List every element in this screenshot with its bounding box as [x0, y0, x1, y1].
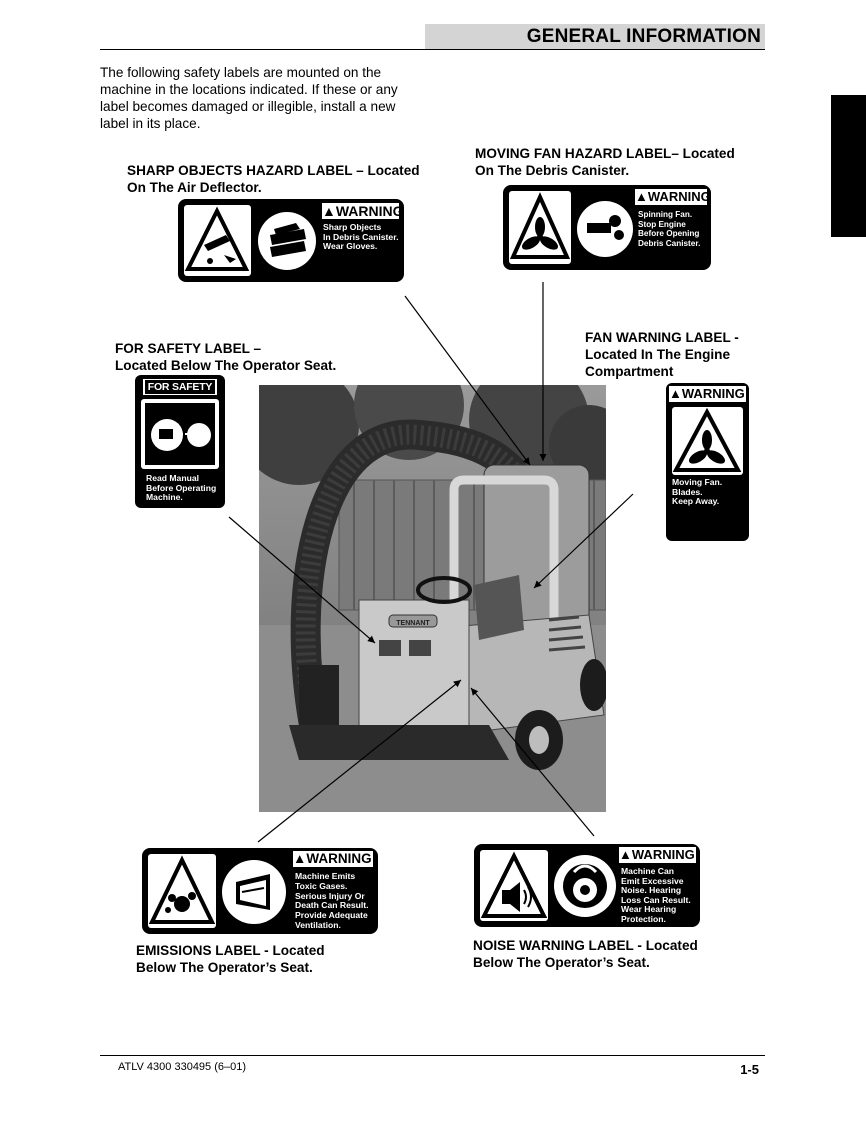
- message-line: Sharp Objects: [323, 222, 382, 232]
- read-manual-pictogram: [141, 399, 219, 469]
- for-safety-label: [135, 375, 225, 508]
- warning-triangle-icon: ▲: [322, 203, 336, 219]
- machine-brand-text: TENNANT: [396, 620, 430, 627]
- caption-line: On The Debris Canister.: [475, 163, 630, 178]
- message-line: Serious Injury Or: [295, 890, 365, 901]
- caption-line: MOVING FAN HAZARD LABEL– Located: [475, 146, 735, 161]
- message-line: Moving Fan.: [672, 477, 723, 487]
- read-manual-icon: [141, 399, 219, 469]
- moving-fan-label: [503, 185, 711, 270]
- warning-triangle-icon: ▲: [635, 189, 648, 204]
- warning-message: [621, 867, 691, 925]
- message-line: Machine Can: [621, 866, 675, 876]
- message-line: Loss Can Result.: [621, 894, 691, 905]
- for-safety-header: [143, 379, 217, 395]
- footer-rule: [100, 1055, 765, 1056]
- for-safety-message: [146, 474, 216, 503]
- loud-noise-icon: [480, 850, 548, 921]
- message-line: Blades.: [672, 486, 703, 497]
- message-line: Debris Canister.: [638, 238, 701, 248]
- message-line: Provide Adequate: [295, 910, 368, 921]
- noise-pictogram: [480, 850, 548, 921]
- warning-header: [293, 851, 373, 867]
- emissions-label: [142, 848, 378, 934]
- warning-word: WARNING: [681, 386, 745, 401]
- message-line: Death Can Result.: [295, 900, 369, 911]
- message-line: In Debris Canister.: [323, 231, 399, 242]
- warning-triangle-icon: ▲: [669, 386, 682, 401]
- fan-warning-label: [666, 383, 749, 541]
- intro-paragraph: The following safety labels are mounted on the machine in the locations indicated. If these or any label becomes damaged or illegible, install a new label in its place.: [100, 65, 398, 131]
- caption-line: Located In The Engine: [585, 347, 731, 362]
- ventilation-icon: [220, 854, 288, 928]
- warning-header: [619, 847, 696, 863]
- section-title: GENERAL INFORMATION: [526, 26, 761, 47]
- pointer-noise: [471, 688, 594, 836]
- message-line: Wear Hearing: [621, 904, 677, 915]
- for-safety-title: FOR SAFETY: [145, 380, 215, 394]
- page-number: 1-5: [740, 1062, 759, 1077]
- warning-word: WARNING: [647, 189, 711, 204]
- warning-triangle-icon: ▲: [293, 851, 307, 866]
- caption-line: EMISSIONS LABEL - Located: [136, 943, 325, 958]
- pointer-sharp-objects: [405, 296, 530, 465]
- message-line: Machine.: [146, 492, 183, 503]
- pointer-emissions: [258, 680, 461, 842]
- warning-word: WARNING: [306, 851, 372, 866]
- message-line: Protection.: [621, 913, 666, 924]
- warning-message: [323, 223, 398, 252]
- caption-line: Compartment: [585, 364, 674, 379]
- message-line: Noise. Hearing: [621, 885, 682, 896]
- fan-pictogram: [672, 407, 743, 475]
- sharp-objects-pictogram: [184, 205, 251, 276]
- stop-engine-icon: [575, 191, 635, 264]
- fan-hazard-icon: [509, 191, 571, 264]
- warning-header: [635, 189, 711, 205]
- warning-message: [638, 210, 700, 248]
- hazard-triangle-icon: [184, 205, 251, 276]
- message-line: Keep Away.: [672, 496, 720, 507]
- message-line: Before Opening: [638, 229, 700, 239]
- caption-line: NOISE WARNING LABEL - Located: [473, 938, 698, 953]
- message-line: Read Manual: [146, 473, 200, 483]
- message-line: Machine Emits: [295, 871, 356, 881]
- message-line: Wear Gloves.: [323, 241, 378, 252]
- caption-line: FOR SAFETY LABEL –: [115, 341, 262, 356]
- warning-message: [295, 872, 369, 931]
- caption-line: Below The Operator’s Seat.: [136, 960, 313, 975]
- caption-line: Located Below The Operator Seat.: [115, 358, 337, 373]
- message-line: Ventilation.: [295, 919, 341, 930]
- message-line: Stop Engine: [638, 219, 686, 229]
- message-line: Toxic Gases.: [295, 880, 348, 891]
- gloves-icon: [256, 205, 318, 276]
- warning-message: [672, 478, 722, 507]
- message-line: Emit Excessive: [621, 875, 684, 886]
- hearing-protection-icon: [552, 850, 618, 921]
- warning-word: WARNING: [631, 847, 695, 862]
- toxic-gas-icon: [148, 854, 216, 928]
- message-line: Before Operating: [146, 482, 217, 493]
- warning-word: WARNING: [335, 203, 404, 219]
- document-id: ATLV 4300 330495 (6–01): [118, 1061, 247, 1073]
- caption-line: FAN WARNING LABEL -: [585, 330, 739, 345]
- emissions-pictogram: [148, 854, 216, 928]
- fan-blade-icon: [672, 407, 743, 475]
- pointer-fan-warning: [534, 494, 633, 588]
- caption-line: On The Air Deflector.: [127, 180, 262, 195]
- warning-header: [669, 386, 746, 402]
- message-line: Spinning Fan.: [638, 210, 693, 219]
- sharp-objects-label: [178, 199, 404, 282]
- moving-fan-pictogram: [509, 191, 571, 264]
- pointer-for-safety: [229, 517, 375, 643]
- warning-triangle-icon: ▲: [619, 847, 632, 862]
- caption-line: SHARP OBJECTS HAZARD LABEL – Located: [127, 163, 420, 178]
- caption-line: Below The Operator’s Seat.: [473, 955, 650, 970]
- noise-warning-label: [474, 844, 700, 927]
- warning-header: [322, 203, 404, 219]
